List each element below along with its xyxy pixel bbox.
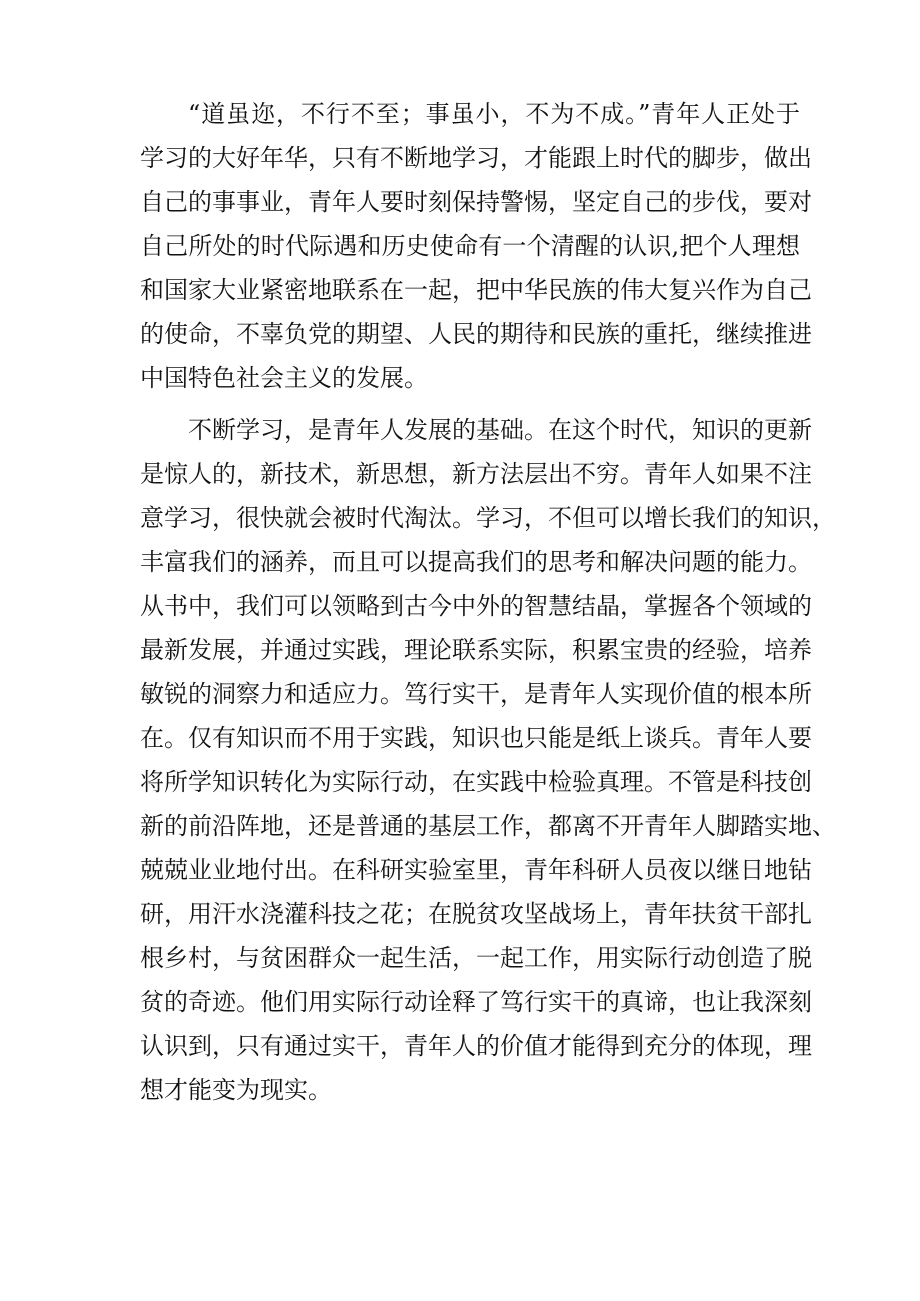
paragraph-2-line-7: 敏锐的洞察力和适应力。笃行实干，是青年人实现价值的根本所 bbox=[140, 680, 812, 708]
paragraph-2-line-14: 贫的奇迹。他们用实际行动诠释了笃行实干的真谛，也让我深刻 bbox=[140, 988, 812, 1016]
paragraph-2-line-3: 意学习，很快就会被时代淘汰。学习，不但可以增长我们的知识， bbox=[140, 504, 836, 532]
paragraph-2-line-4: 丰富我们的涵养，而且可以提高我们的思考和解决问题的能力。 bbox=[140, 548, 812, 576]
paragraph-1-line-4: 自己所处的时代际遇和历史使命有一个清醒的认识,把个人理想 bbox=[140, 232, 800, 260]
paragraph-2-line-15: 认识到，只有通过实干，青年人的价值才能得到充分的体现，理 bbox=[140, 1032, 812, 1060]
paragraph-2-line-2: 是惊人的，新技术，新思想，新方法层出不穷。青年人如果不注 bbox=[140, 460, 812, 488]
paragraph-2-line-6: 最新发展，并通过实践，理论联系实际，积累宝贵的经验，培养 bbox=[140, 636, 812, 664]
paragraph-1-line-7: 中国特色社会主义的发展。 bbox=[140, 364, 428, 392]
paragraph-1-line-6: 的使命，不辜负党的期望、人民的期待和民族的重托，继续推进 bbox=[140, 320, 812, 348]
paragraph-2-line-16: 想才能变为现实。 bbox=[140, 1076, 332, 1104]
paragraph-2-line-10: 新的前沿阵地，还是普通的基层工作，都离不开青年人脚踏实地、 bbox=[140, 812, 836, 840]
paragraph-1-line-1: “道虽迩，不行不至；事虽小，不为不成。”青年人正处于 bbox=[188, 100, 800, 128]
document-body bbox=[140, 92, 836, 1112]
paragraph-2-line-9: 将所学知识转化为实际行动，在实践中检验真理。不管是科技创 bbox=[140, 768, 812, 796]
paragraph-2-line-12: 研，用汗水浇灌科技之花；在脱贫攻坚战场上，青年扶贫干部扎 bbox=[140, 900, 812, 928]
paragraph-2-line-8: 在。仅有知识而不用于实践，知识也只能是纸上谈兵。青年人要 bbox=[140, 724, 812, 752]
paragraph-1-line-5: 和国家大业紧密地联系在一起，把中华民族的伟大复兴作为自己 bbox=[140, 276, 812, 304]
paragraph-1-line-3: 自己的事事业，青年人要时刻保持警惕，坚定自己的步伐，要对 bbox=[140, 188, 812, 216]
paragraph-2-line-5: 从书中，我们可以领略到古今中外的智慧结晶，掌握各个领域的 bbox=[140, 592, 812, 620]
paragraph-2-line-13: 根乡村，与贫困群众一起生活，一起工作，用实际行动创造了脱 bbox=[140, 944, 812, 972]
paragraph-2-line-11: 兢兢业业地付出。在科研实验室里，青年科研人员夜以继日地钻 bbox=[140, 856, 812, 884]
paragraph-2-line-1: 不断学习，是青年人发展的基础。在这个时代，知识的更新 bbox=[188, 416, 812, 444]
paragraph-1-line-2: 学习的大好年华，只有不断地学习，才能跟上时代的脚步，做出 bbox=[140, 144, 812, 172]
paragraph-gap bbox=[140, 400, 800, 408]
